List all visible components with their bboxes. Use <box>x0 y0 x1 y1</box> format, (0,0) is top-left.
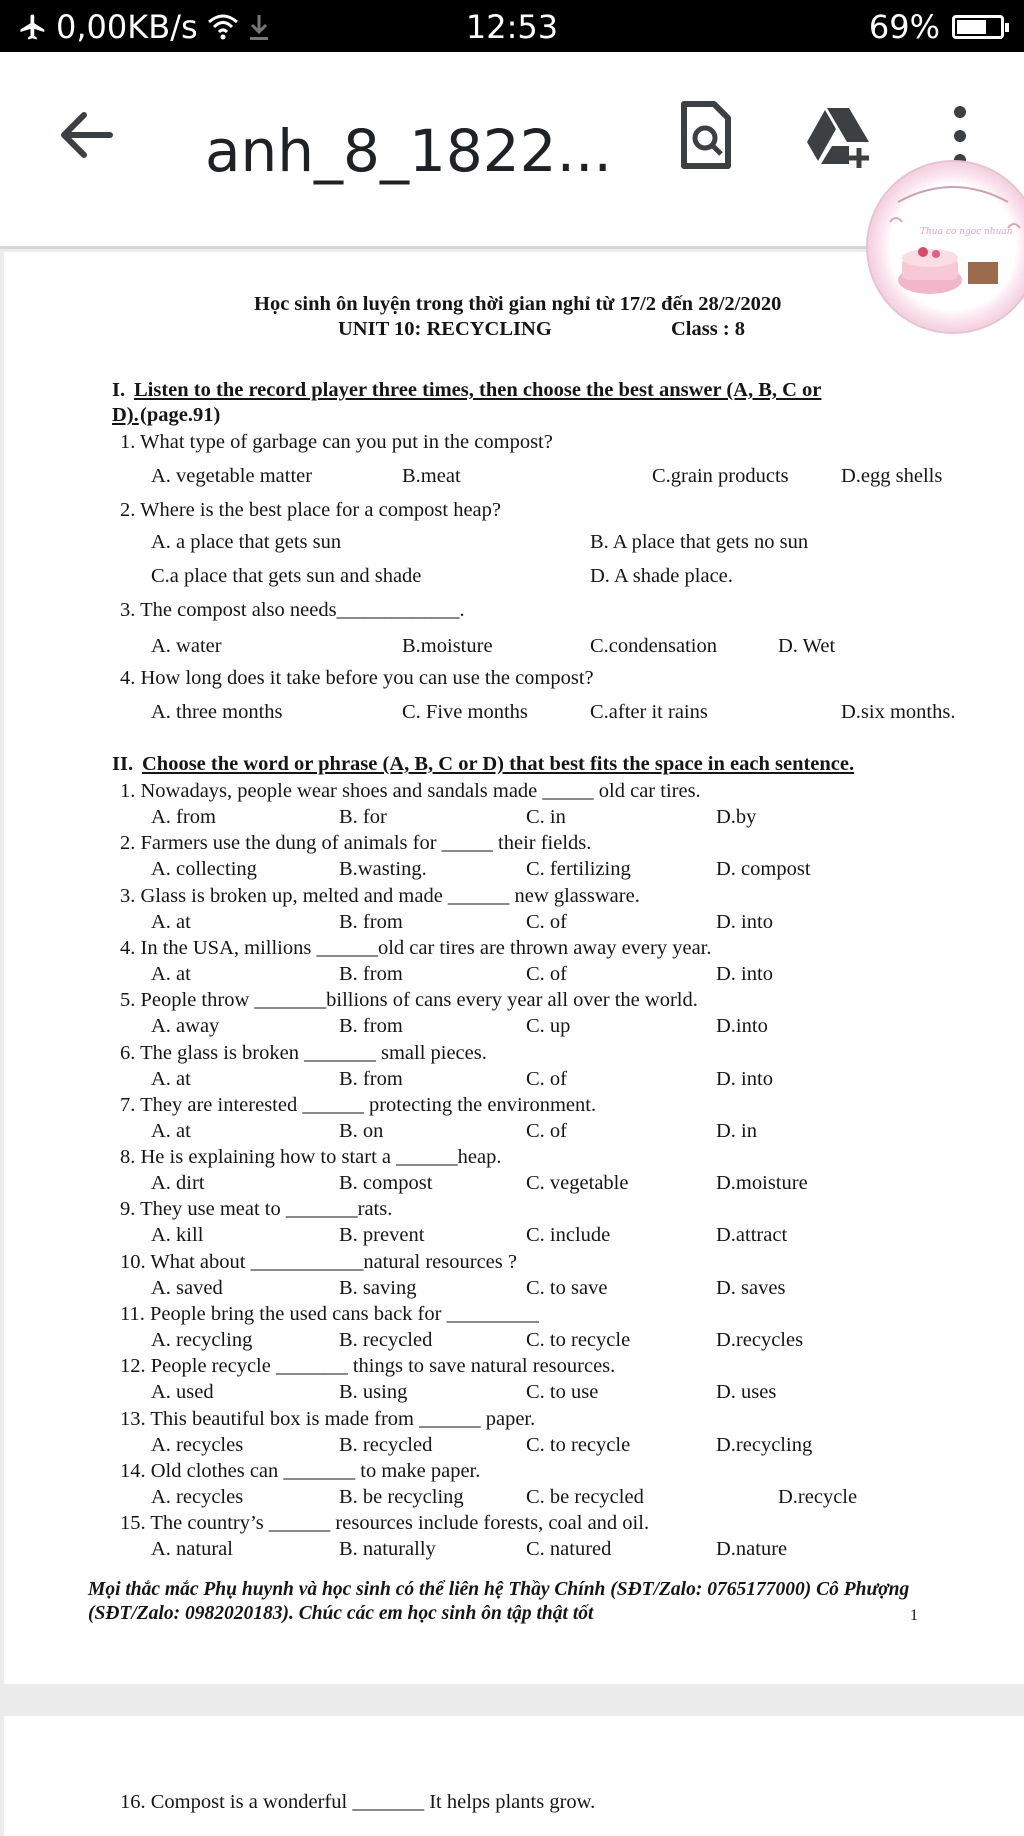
s2-q3-option-b: B. from <box>339 911 403 933</box>
s2-q12-option-b: B. using <box>339 1381 408 1403</box>
s2-question-13: 13. This beautiful box is made from ______ paper. <box>120 1408 536 1430</box>
s1-q3-option-d: D. Wet <box>778 635 836 657</box>
s2-q2-option-c: C. fertilizing <box>526 858 631 880</box>
add-to-drive-button[interactable] <box>805 96 875 176</box>
s1-q2-option-c: C.a place that gets sun and shade <box>151 565 422 587</box>
network-speed: 0,00KB/s <box>56 8 198 46</box>
s1-question-3: 3. The compost also needs____________. <box>120 599 465 621</box>
s2-q11-option-a: A. recycling <box>151 1329 253 1351</box>
s1-question-4: 4. How long does it take before you can use the compost? <box>120 667 594 689</box>
s2-question-11: 11. People bring the used cans back for _________ <box>120 1303 539 1325</box>
find-in-page-button[interactable] <box>670 96 740 176</box>
s2-q1-option-b: B. for <box>339 806 387 828</box>
section1-title-line2: D). <box>112 404 139 426</box>
s2-q15-option-c: C. natured <box>526 1538 612 1560</box>
s2-question-5: 5. People throw _______billions of cans every year all over the world. <box>120 989 698 1011</box>
s2-question-7: 7. They are interested ______ protecting the environment. <box>120 1094 597 1116</box>
s2-q14-option-a: A. recycles <box>151 1486 244 1508</box>
s2-q6-option-c: C. of <box>526 1068 567 1090</box>
status-bar <box>0 0 1024 52</box>
s2-q5-option-a: A. away <box>151 1015 220 1037</box>
s2-q8-option-c: C. vegetable <box>526 1172 629 1194</box>
s2-q9-option-b: B. prevent <box>339 1224 425 1246</box>
s2-q14-option-d: D.recycle <box>778 1486 858 1508</box>
s2-q15-option-a: A. natural <box>151 1538 233 1560</box>
doc-header-line1: Học sinh ôn luyện trong thời gian nghỉ từ 17/2 đến 28/2/2020 <box>254 293 782 315</box>
s2-q13-option-d: D.recycling <box>716 1434 813 1456</box>
s1-q1-option-b: B.meat <box>402 465 461 487</box>
section1-number: I. <box>112 379 126 401</box>
s1-q4-option-c: C.after it rains <box>590 701 708 723</box>
status-right <box>869 8 1004 46</box>
footer-contact-line2: (SĐT/Zalo: 0982020183). Chúc các em học sinh ôn tập thật tốt <box>88 1603 594 1624</box>
cake-stamp-icon <box>868 162 1024 332</box>
s1-question-2: 2. Where is the best place for a compost heap? <box>120 499 502 521</box>
battery-fill <box>957 20 986 34</box>
s2-q14-option-b: B. be recycling <box>339 1486 464 1508</box>
s1-q1-option-a: A. vegetable matter <box>151 465 313 487</box>
section1-page-ref: (page.91) <box>140 404 221 426</box>
s2-q10-option-a: A. saved <box>151 1277 223 1299</box>
add-to-drive-icon <box>805 96 875 176</box>
s2-q7-option-d: D. in <box>716 1120 757 1142</box>
battery-percent: 69% <box>868 8 940 46</box>
s2-question-2: 2. Farmers use the dung of animals for _____ their fields. <box>120 832 592 854</box>
s2-q4-option-b: B. from <box>339 963 403 985</box>
s2-q15-option-b: B. naturally <box>339 1538 436 1560</box>
page-number: 1 <box>910 1607 918 1624</box>
clock: 12:53 <box>465 8 559 46</box>
s2-q4-option-d: D. into <box>716 963 773 985</box>
s2-q6-option-a: A. at <box>151 1068 191 1090</box>
stamp-text: Thua co ngoc nhuan <box>920 227 1013 237</box>
section2-title: Choose the word or phrase (A, B, C or D) that best fits the space in each sentence. <box>142 753 855 775</box>
document-page-2 <box>4 1716 1024 1836</box>
s2-q8-option-a: A. dirt <box>151 1172 205 1194</box>
s2-question-3: 3. Glass is broken up, melted and made ______ new glassware. <box>120 885 640 907</box>
s2-question-6: 6. The glass is broken _______ small pieces. <box>120 1042 487 1064</box>
s2-q4-option-a: A. at <box>151 963 191 985</box>
section2-number: II. <box>112 753 134 775</box>
s1-question-1: 1. What type of garbage can you put in the compost? <box>120 431 553 453</box>
s2-q5-option-c: C. up <box>526 1015 571 1037</box>
arrow-back-icon <box>50 100 120 170</box>
s2-q14-option-c: C. be recycled <box>526 1486 644 1508</box>
s1-q1-option-c: C.grain products <box>652 465 789 487</box>
s2-q1-option-c: C. in <box>526 806 566 828</box>
s2-q8-option-d: D.moisture <box>716 1172 808 1194</box>
s2-q12-option-d: D. uses <box>716 1381 777 1403</box>
s2-q10-option-d: D. saves <box>716 1277 786 1299</box>
s2-q13-option-a: A. recycles <box>151 1434 244 1456</box>
battery-icon <box>952 15 1004 39</box>
s2-q10-option-c: C. to save <box>526 1277 608 1299</box>
doc-unit-title: UNIT 10: RECYCLING <box>338 318 552 340</box>
s2-q8-option-b: B. compost <box>339 1172 433 1194</box>
s2-q11-option-c: C. to recycle <box>526 1329 631 1351</box>
s2-q11-option-d: D.recycles <box>716 1329 804 1351</box>
s2-q9-option-a: A. kill <box>151 1224 204 1246</box>
document-title: anh_8_1822... <box>205 117 612 185</box>
s2-question-4: 4. In the USA, millions ______old car tires are thrown away every year. <box>120 937 712 959</box>
s2-q4-option-c: C. of <box>526 963 567 985</box>
s2-q12-option-a: A. used <box>151 1381 214 1403</box>
s2-q6-option-d: D. into <box>716 1068 773 1090</box>
find-in-page-icon <box>670 96 740 176</box>
s1-q2-option-b: B. A place that gets no sun <box>590 531 809 553</box>
s2-question-1: 1. Nowadays, people wear shoes and sandals made _____ old car tires. <box>120 780 701 802</box>
s2-q15-option-d: D.nature <box>716 1538 788 1560</box>
s2-q3-option-c: C. of <box>526 911 567 933</box>
s2-q1-option-a: A. from <box>151 806 216 828</box>
s2-question-16: 16. Compost is a wonderful _______ It helps plants grow. <box>120 1791 596 1813</box>
s1-q2-option-d: D. A shade place. <box>590 565 733 587</box>
s1-q4-option-d: D.six months. <box>841 701 956 723</box>
s2-question-9: 9. They use meat to _______rats. <box>120 1198 393 1220</box>
s2-q5-option-b: B. from <box>339 1015 403 1037</box>
s2-q7-option-a: A. at <box>151 1120 191 1142</box>
s2-q9-option-c: C. include <box>526 1224 611 1246</box>
s2-question-14: 14. Old clothes can _______ to make paper. <box>120 1460 481 1482</box>
s2-q5-option-d: D.into <box>716 1015 768 1037</box>
s2-question-15: 15. The country’s ______ resources include forests, coal and oil. <box>120 1512 650 1534</box>
s2-q3-option-d: D. into <box>716 911 773 933</box>
s2-q7-option-b: B. on <box>339 1120 384 1142</box>
s2-q2-option-b: B.wasting. <box>339 858 427 880</box>
doc-class: Class : 8 <box>671 318 746 340</box>
section1-title-line1: Listen to the record player three times, then choose the best answer (A, B, C or <box>134 379 822 401</box>
s2-q1-option-d: D.by <box>716 806 757 828</box>
s2-q2-option-a: A. collecting <box>151 858 257 880</box>
s1-q3-option-b: B.moisture <box>402 635 493 657</box>
s2-q13-option-c: C. to recycle <box>526 1434 631 1456</box>
back-button[interactable] <box>50 100 120 170</box>
s1-q4-option-b: C. Five months <box>402 701 528 723</box>
s2-question-10: 10. What about ___________natural resources ? <box>120 1251 517 1273</box>
s2-question-8: 8. He is explaining how to start a ______heap. <box>120 1146 502 1168</box>
s2-q2-option-d: D. compost <box>716 858 811 880</box>
s2-q7-option-c: C. of <box>526 1120 567 1142</box>
footer-contact-line1: Mọi thắc mắc Phụ huynh và học sinh có thể liên hệ Thầy Chính (SĐT/Zalo: 0765177000) Cô Phượng <box>88 1579 910 1600</box>
s2-q12-option-c: C. to use <box>526 1381 599 1403</box>
s1-q1-option-d: D.egg shells <box>841 465 943 487</box>
s2-q13-option-b: B. recycled <box>339 1434 433 1456</box>
s2-q6-option-b: B. from <box>339 1068 403 1090</box>
s2-question-12: 12. People recycle _______ things to save natural resources. <box>120 1355 616 1377</box>
s2-q3-option-a: A. at <box>151 911 191 933</box>
s2-q10-option-b: B. saving <box>339 1277 417 1299</box>
s1-q4-option-a: A. three months <box>151 701 283 723</box>
s1-q2-option-a: A. a place that gets sun <box>151 531 342 553</box>
s2-q11-option-b: B. recycled <box>339 1329 433 1351</box>
s1-q3-option-a: A. water <box>151 635 222 657</box>
s1-q3-option-c: C.condensation <box>590 635 717 657</box>
s2-q9-option-d: D.attract <box>716 1224 788 1246</box>
